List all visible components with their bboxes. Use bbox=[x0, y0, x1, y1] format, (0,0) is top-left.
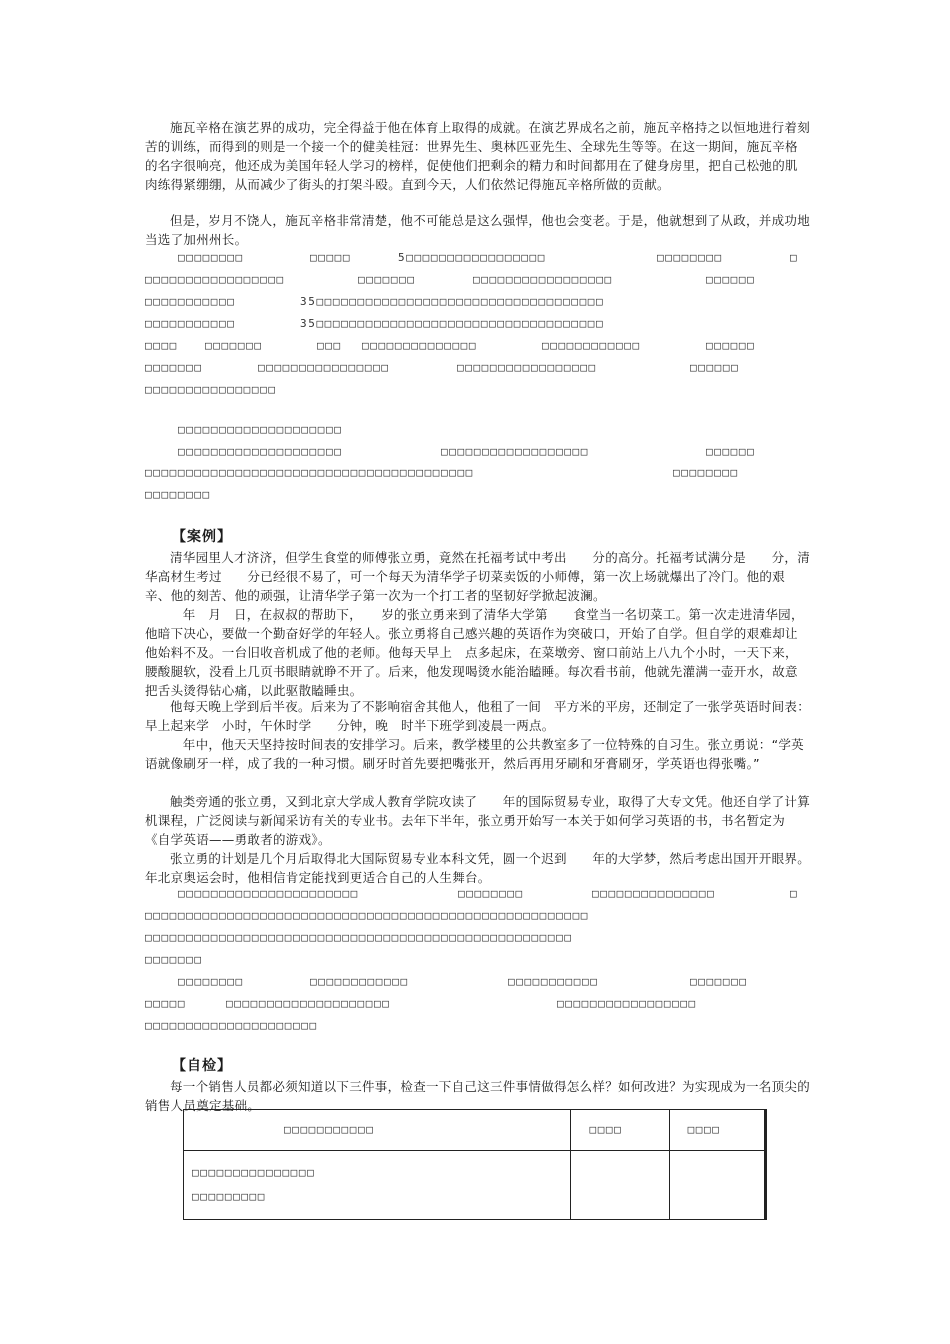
table-header-row bbox=[184, 1110, 766, 1151]
garbled-text: □□□□□□□□□□□□□□□□□ bbox=[557, 997, 697, 1010]
case-paragraph-1: 清华园里人才济济，但学生食堂的师傅张立勇，竟然在托福考试中考出 分的高分。托福考试满分是 分，清华高材生考过 分已经很不易了，可一个每天为清华学子切菜卖饭的小师傅，第一次上场就爆出了冷门。他的艰辛、他的刻苦、他的顽强，让清华学子第一次为一个打工者的坚韧好学掀起波澜。 bbox=[145, 550, 811, 603]
garbled-text: □□□□□□□□□□□□□□□□□□ bbox=[441, 445, 590, 458]
table-cell-empty[interactable] bbox=[571, 1151, 669, 1220]
garbled-text: □ bbox=[790, 887, 799, 900]
garbled-text: □□□□□□□□□□□□□□□□ bbox=[145, 383, 277, 396]
garbled-text: □□□□□□□□ bbox=[657, 251, 723, 264]
garbled-text: □□□□□□□□ bbox=[673, 466, 739, 479]
garbled-text: □□□□□□ bbox=[706, 339, 756, 352]
case-heading: 【案例】 bbox=[172, 529, 232, 545]
garbled-text: □□□□□□□□□□□□□□□□□□□□ bbox=[226, 997, 391, 1010]
garbled-text: □□□□□□□□ bbox=[458, 887, 524, 900]
table-cell-text: □□□□□□□□□□□□□□□ bbox=[192, 1166, 316, 1179]
garbled-text: 5□□□□□□□□□□□□□□□□□ bbox=[398, 251, 547, 264]
garbled-text: □□□□□ bbox=[310, 251, 352, 264]
table-header-text: □□□□ bbox=[687, 1123, 721, 1136]
table-cell bbox=[184, 1151, 571, 1220]
case-paragraph-4: 年中，他天天坚持按时间表的安排学习。后来，教学楼里的公共教室多了一位特殊的自习生。张立勇说：“学英语就像刷牙一样，成了我的一种习惯。刷牙时首先要把嘴张开，然后再用牙刷和牙膏刷牙，学英语也得张嘴。” bbox=[145, 737, 804, 771]
garbled-text: □□□□□□□ bbox=[690, 975, 748, 988]
table-header-cell bbox=[571, 1110, 669, 1151]
intro-paragraph-1: 施瓦辛格在演艺界的成功，完全得益于他在体育上取得的成就。在演艺界成名之前，施瓦辛格持之以恒地进行着刻苦的训练，而得到的则是一个接一个的健美桂冠：世界先生、奥林匹亚先生、全球先生等等。在这一期间，施瓦辛格的名字很响亮，他还成为美国年轻人学习的榜样，促使他们把剩余的精力和时间都用在了健身房里，把自己松弛的肌肉练得紧绷绷，从而减少了街头的打架斗殴。直到今天，人们依然记得施瓦辛格所做的贡献。 bbox=[145, 120, 811, 192]
intro-paragraph-2: 但是，岁月不饶人，施瓦辛格非常清楚，他不可能总是这么强悍，他也会变老。于是，他就想到了从政，并成功地当选了加州州长。 bbox=[145, 213, 811, 247]
garbled-text: □□□□□□□ bbox=[358, 273, 416, 286]
garbled-text: □□□□□□□□□□□□ bbox=[542, 339, 641, 352]
garbled-text: □□□□□□□ bbox=[145, 953, 203, 966]
garbled-text: □□□□□□ bbox=[690, 361, 740, 374]
garbled-text: □□□□□□ bbox=[706, 445, 756, 458]
table-row bbox=[184, 1151, 766, 1220]
garbled-text: □□□□ bbox=[145, 339, 178, 352]
garbled-text: 35□□□□□□□□□□□□□□□□□□□□□□□□□□□□□□□□□□□ bbox=[300, 295, 605, 308]
garbled-text: □□□□□□□□ bbox=[178, 975, 244, 988]
garbled-text: □□□□□□□□ bbox=[178, 251, 244, 264]
garbled-text: □□□□□□□□□□□□ bbox=[310, 975, 409, 988]
self-check-heading: 【自检】 bbox=[172, 1058, 232, 1074]
table-header-text: □□□□ bbox=[589, 1123, 623, 1136]
garbled-text: □□□□□□□ bbox=[205, 339, 263, 352]
table-header-cell bbox=[669, 1110, 765, 1151]
garbled-text: □□□□□□□□□□□□□□□□□□□□ bbox=[178, 445, 343, 458]
garbled-text: □□□□□□□□□□□□□□□□ bbox=[258, 361, 390, 374]
garbled-text: □□□□□□□□□□□□□□ bbox=[362, 339, 478, 352]
case-paragraph-5: 触类旁通的张立勇，又到北京大学成人教育学院攻读了 年的国际贸易专业，取得了大专文凭。他还自学了计算机课程，广泛阅读与新闻采访有关的专业书。去年下半年，张立勇开始写一本关于如何学习英语的书，书名暂定为《自学英语——勇敢者的游戏》。 bbox=[145, 794, 811, 847]
table-cell-empty[interactable] bbox=[669, 1151, 765, 1220]
garbled-text: □□□□□□□□□□□□□□□□□□□□□□□□□□□□□□□□□□□□□□□□□□□□□□□□□□□□ bbox=[145, 931, 573, 944]
garbled-text: □□□□□□□□ bbox=[145, 488, 211, 501]
garbled-text: □□□□□□□□□□□□□□□□□□□□□□□□□□□□□□□□□□□□□□□□ bbox=[145, 466, 474, 479]
garbled-text: □□□□□□□□□□□□□□□□□ bbox=[473, 273, 613, 286]
garbled-text: □□□□□□□□□□□□□□□□□□□□ bbox=[178, 423, 343, 436]
garbled-text: □□□□□□ bbox=[706, 273, 756, 286]
garbled-text: □□□ bbox=[317, 339, 342, 352]
garbled-text: □□□□□□□□□□□□□□□ bbox=[592, 887, 716, 900]
case-paragraph-6: 张立勇的计划是几个月后取得北大国际贸易专业本科文凭，圆一个迟到 年的大学梦，然后考虑出国开开眼界。 年北京奥运会时，他相信肯定能找到更适合自己的人生舞台。 bbox=[145, 851, 830, 885]
garbled-text: □ bbox=[790, 251, 799, 264]
self-check-intro: 每一个销售人员都必须知道以下三件事，检查一下自己这三件事情做得怎么样？如何改进？为实现成为一名顶尖的销售人员奠定基础。 bbox=[145, 1079, 811, 1113]
garbled-text: □□□□□□□□□□□□□□□□□□□□□ bbox=[145, 1019, 318, 1032]
garbled-text: □□□□□□□□□□□ bbox=[145, 317, 236, 330]
garbled-text: □□□□□□□□□□□□□□□□□□□□□□ bbox=[178, 887, 359, 900]
table-cell-text: □□□□□□□□□ bbox=[192, 1190, 267, 1203]
garbled-text: □□□□□□□□□□□□□□□□□ bbox=[145, 273, 285, 286]
self-check-table bbox=[183, 1109, 767, 1220]
garbled-text: □□□□□□□□□□□□□□□□□□□□□□□□□□□□□□□□□□□□□□□□□□□□□□□□□□□□□□ bbox=[145, 909, 590, 922]
case-paragraph-3: 他每天晚上学到后半夜。后来为了不影响宿舍其他人，他租了一间 平方米的平房，还制定了一张学英语时间表：早上起来学 小时，午休时学 分钟，晚 时半下班学到凌晨一两点。 bbox=[145, 699, 811, 733]
garbled-text: 35□□□□□□□□□□□□□□□□□□□□□□□□□□□□□□□□□□□ bbox=[300, 317, 605, 330]
case-paragraph-2: 年 月 日，在叔叔的帮助下， 岁的张立勇来到了清华大学第 食堂当一名切菜工。第一次走进清华园，他暗下决心，要做一个勤奋好学的年轻人。张立勇将自己感兴趣的英语作为突破口，开始了自学。但自学的艰难却让他始料不及。一台旧收音机成了他的老师。他每天早上 点多起床，在菜墩旁、窗口前站上八九个小时，一天下来，腰酸腿软，没看上几页书眼睛就睁不开了。后来，他发现喝烫水能治瞌睡。每次看书前，他就先灌满一壶开水，故意把舌头烫得钻心痛，以此驱散瞌睡虫。 bbox=[145, 607, 804, 698]
garbled-text: □□□□□ bbox=[145, 997, 187, 1010]
garbled-text: □□□□□□□ bbox=[145, 361, 203, 374]
garbled-text: □□□□□□□□□□□□□□□□□ bbox=[457, 361, 597, 374]
garbled-text: □□□□□□□□□□□ bbox=[508, 975, 599, 988]
garbled-text: □□□□□□□□□□□ bbox=[145, 295, 236, 308]
table-header-text: □□□□□□□□□□□ bbox=[284, 1123, 375, 1136]
table-header-cell bbox=[184, 1110, 571, 1151]
